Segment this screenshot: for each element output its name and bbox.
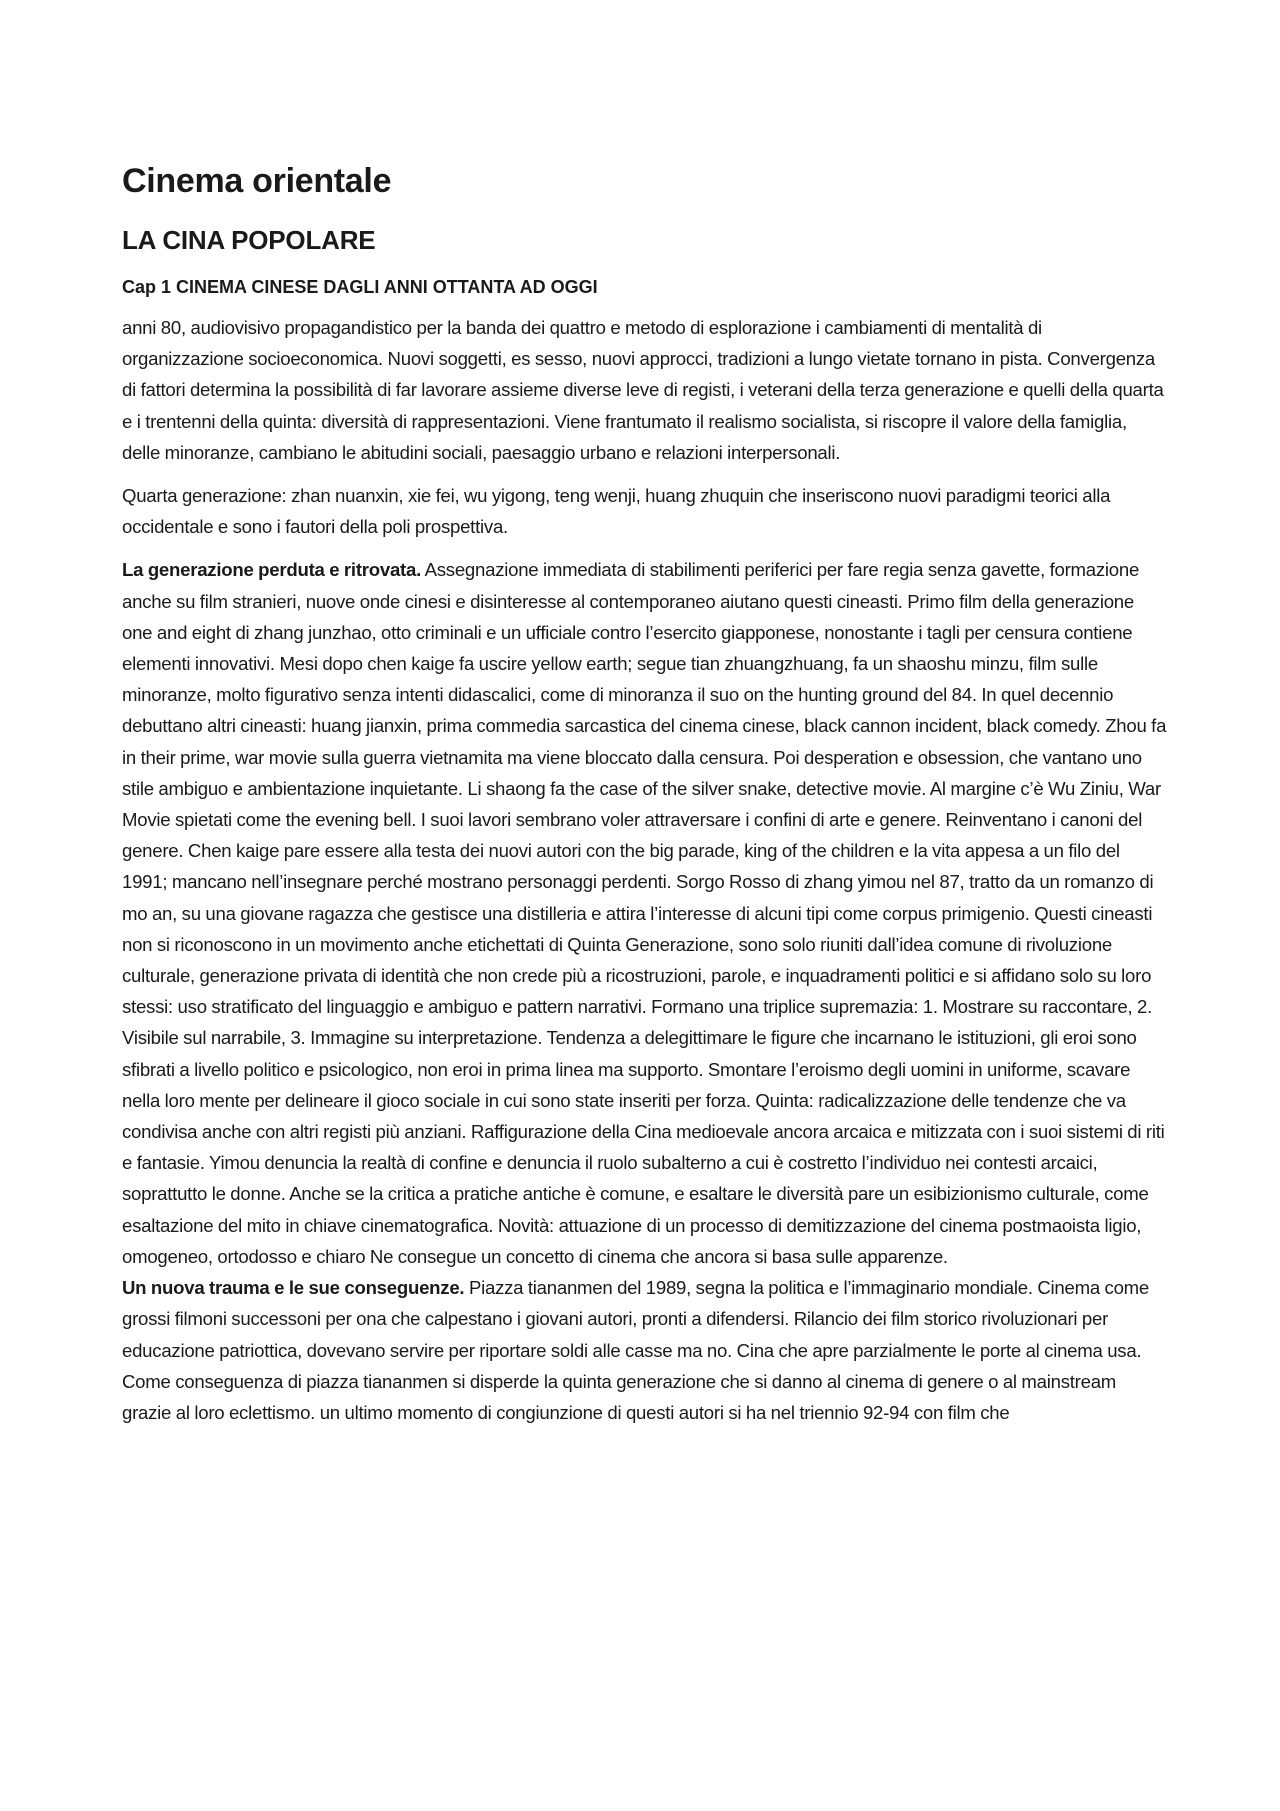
- paragraph-nuovo-trauma-text: Piazza tiananmen del 1989, segna la politica e l’immaginario mondiale. Cinema come grossi filmoni successoni per ona che calpestano i giovani autori, pronti a difendersi. Rilancio dei film storico rivoluzionari per educazione patriottica, dovevano servire per riportare soldi alle casse ma no. Cina che apre parzialmente le porte al cinema usa. Come conseguenza di piazza tiananmen si disperde la quinta generazione che si danno al cinema di genere o al mainstream grazie al loro eclettismo. un ultimo momento di congiunzione di questi autori si ha nel triennio 92-94 con film che: [122, 1277, 1150, 1423]
- document-subtitle: LA CINA POPOLARE: [122, 225, 376, 255]
- paragraph-generazione-text: Assegnazione immediata di stabilimenti periferici per fare regia senza gavette, formazione anche su film stranieri, nuove onde cinesi e disinteresse al contemporaneo aiutano questi cineasti. Primo film della generazione one and eight di zhang junzhao, otto criminali e un ufficiale contro l’esercito giapponese, nonostante i tagli per censura contiene elementi innovativi. Mesi dopo chen kaige fa uscire yellow earth; segue tian zhuangzhuang, fa un shaoshu minzu, film sulle minoranze, molto figurativo senza intenti didascalici, come di minoranza il suo on the hunting ground del 84. In quel decennio debuttano altri cineasti: huang jianxin, prima commedia sarcastica del cinema cinese, black cannon incident, black comedy. Zhou fa in their prime, war movie sulla guerra vietnamita ma viene bloccato dalla censura. Poi desperation e obsession, che vantano uno stile ambiguo e ambientazione inquietante. Li shaong fa the case of the silver snake, detective movie. Al margine c’è Wu Ziniu, War Movie spietati come the evening bell. I suoi lavori sembrano voler attraversare i confini di arte e genere. Reinventano i canoni del genere. Chen kaige pare essere alla testa dei nuovi autori con the big parade, king of the children e la vita appesa a un filo del 1991; mancano nell’insegnare perché mostrano personaggi perdenti. Sorgo Rosso di zhang yimou nel 87, tratto da un romanzo di mo an, su una giovane ragazza che gestisce una distilleria e attira l’interesse di alcuni tipi come corpus primigenio. Questi cineasti non si riconoscono in un movimento anche etichettati di Quinta Generazione, sono solo riuniti dall’idea comune di rivoluzione culturale, generazione privata di identità che non crede più a ricostruzioni, parole, e inquadramenti politici e si affidano solo su loro stessi: uso stratificato del linguaggio e ambiguo e pattern narrativi. Formano una triplice supremazia: 1. Mostrare su raccontare, 2. Visibile sul narrabile, 3. Immagine su interpretazione. Tendenza a delegittimare le figure che incarnano le istituzioni, gli eroi sono sfibrati a livello politico e psicologico, non eroi in prima linea ma supporto. Smontare l’eroismo degli uomini in uniforme, scavare nella loro mente per delineare il gioco sociale in cui sono state inseriti per forza. Quinta: radicalizzazione delle tendenze che va condivisa anche con altri registi più anziani. Raffigurazione della Cina medioevale ancora arcaica e mitizzata con i suoi sistemi di riti e fantasie. Yimou denuncia la realtà di confine e denuncia il ruolo subalterno a cui è costretto l’individuo nei contesti arcaici, soprattutto le donne. Anche se la critica a pratiche antiche è comune, e esaltare le diversità pare un esibizionismo culturale, come esaltazione del mito in chiave cinematografica. Novità: attuazione di un processo di demitizzazione del cinema postmaoista ligio, omogeneo, ortodosso e chiaro Ne consegue un concetto di cinema che ancora si basa sulle apparenze.: [122, 559, 1167, 1267]
- document-page: [122, 150, 1167, 1428]
- section-lead-generazione-perduta: La generazione perduta e ritrovata.: [122, 559, 421, 581]
- paragraph-intro-text: anni 80, audiovisivo propagandistico per la banda dei quattro e metodo di esplorazione i cambiamenti di mentalità di organizzazione socioeconomica. Nuovi soggetti, es sesso, nuovi approcci, tradizioni a lungo vietate tornano in pista. Convergenza di fattori determina la possibilità di far lavorare assieme diverse leve di registi, i veterani della terza generazione e quelli della quarta e i trentenni della quinta: diversità di rappresentazioni. Viene frantumato il realismo socialista, si riscopre il valore della famiglia, delle minoranze, cambiano le abitudini sociali, paesaggio urbano e relazioni interpersonali.: [122, 317, 1164, 463]
- paragraph-generazione-perduta: [122, 554, 1167, 1428]
- paragraph-quarta-text: Quarta generazione: zhan nuanxin, xie fei, wu yigong, teng wenji, huang zhuquin che inseriscono nuovi paradigmi teorici alla occidentale e sono i fautori della poli prospettiva.: [122, 485, 1111, 538]
- document-title: Cinema orientale: [122, 162, 392, 200]
- chapter-heading: Cap 1 CINEMA CINESE DAGLI ANNI OTTANTA AD OGGI: [122, 277, 598, 297]
- paragraph-intro: [122, 312, 1167, 468]
- paragraph-quarta-generazione: [122, 480, 1167, 542]
- section-lead-nuovo-trauma: Un nuova trauma e le sue conseguenze.: [122, 1277, 465, 1299]
